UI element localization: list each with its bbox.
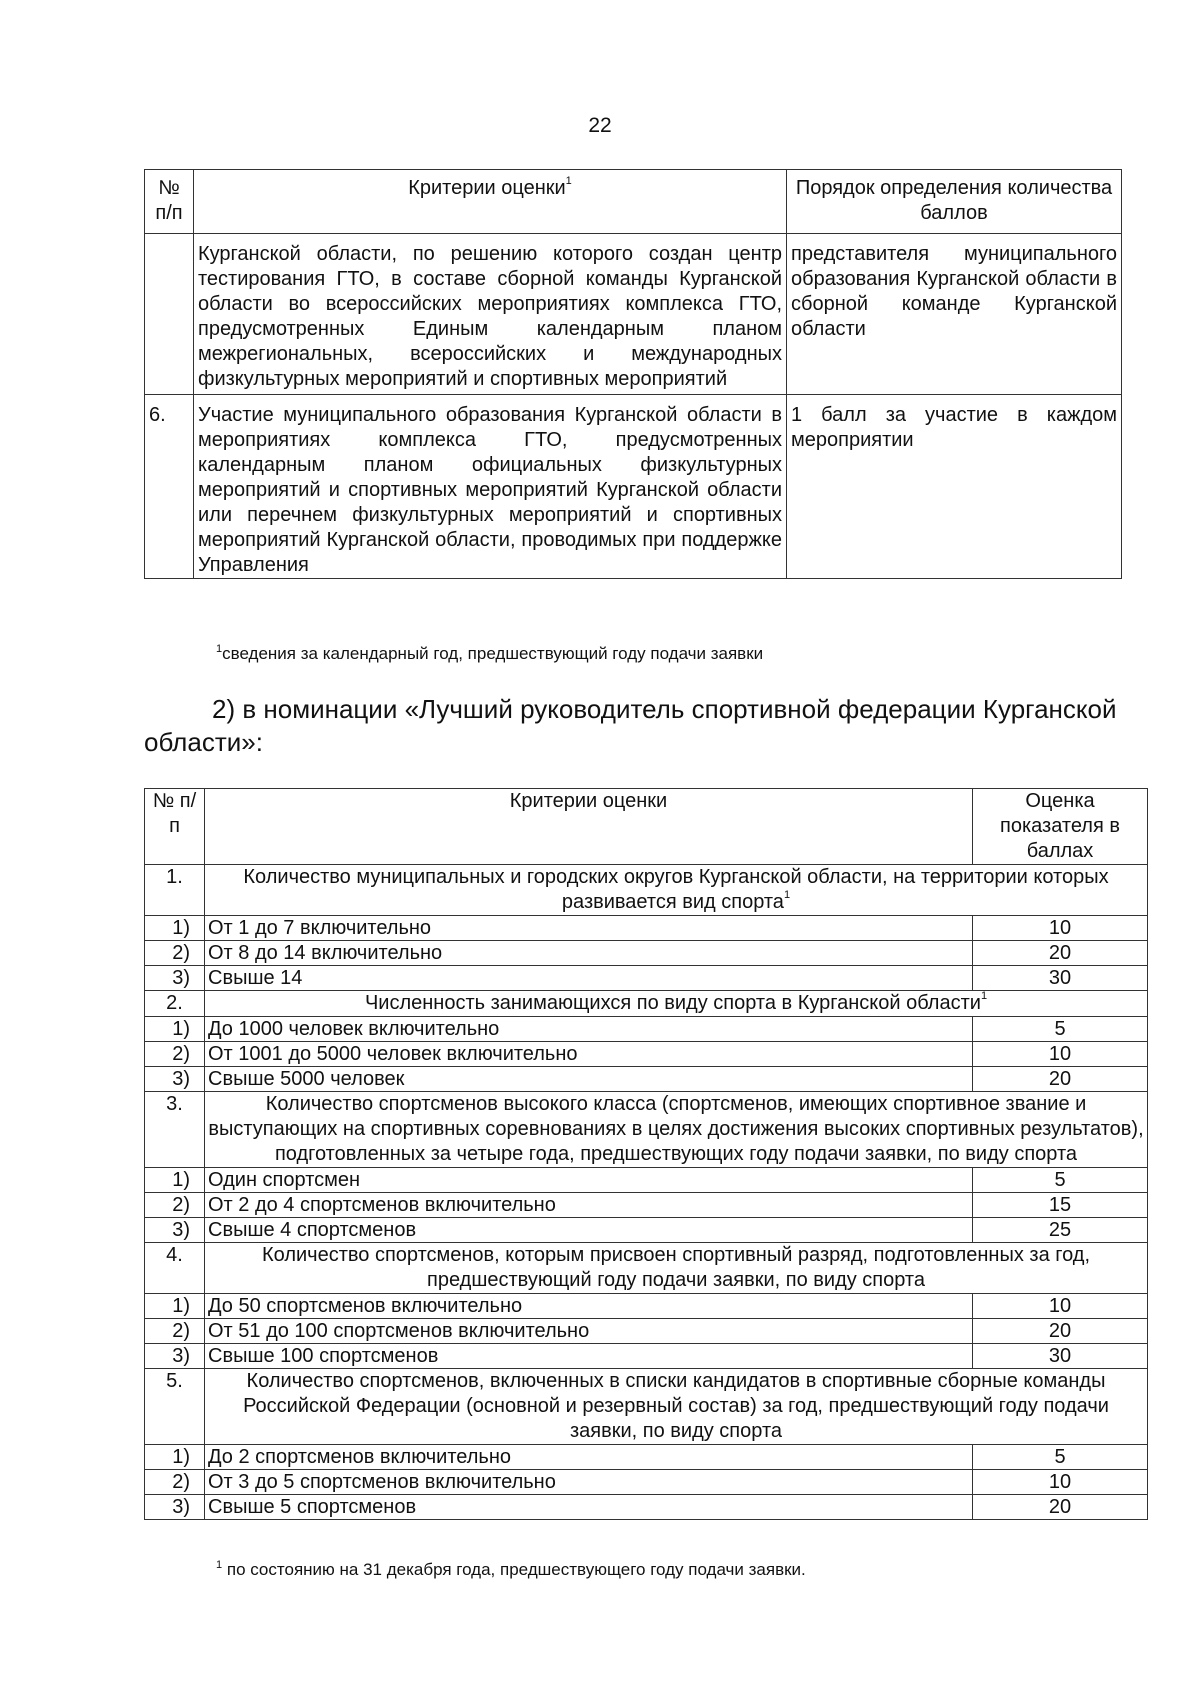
section-title: Количество спортсменов, которым присвоен спортивный разряд, подготовленных за год, предшествующий году подачи заявки, по виду спорта [261,1244,1091,1291]
section-title-cell [205,1092,1148,1168]
item-text: Свыше 4 спортсменов [205,1218,973,1243]
section-title: Количество спортсменов высокого класса (спортсменов, имеющих спортивное звание и выступающих на спортивных соревнованиях в целях достижения высоких спортивных результатов), подготовленных за четыре года, предшествующих году подачи заявки, по виду спорта [208,1093,1144,1165]
table-row [145,1319,1148,1344]
item-num: 1) [145,916,205,941]
item-num: 3) [145,1067,205,1092]
item-num: 1) [145,1445,205,1470]
table-row [145,1218,1148,1243]
item-num: 3) [145,1344,205,1369]
header-criteria-label: Критерии оценки [408,177,566,199]
item-num: 2) [145,1042,205,1067]
section-title-cell [205,1243,1148,1294]
item-num: 2) [145,1319,205,1344]
table-header-row [145,789,1148,865]
row-num [145,234,194,395]
item-score: 5 [973,1445,1148,1470]
section-num: 2. [145,991,205,1017]
section-title: Численность занимающихся по виду спорта в Курганской области [364,992,981,1014]
footnote-mark: 1 [216,643,223,655]
item-num: 2) [145,1470,205,1495]
footnote-1 [216,644,763,664]
item-text: От 2 до 4 спортсменов включительно [205,1193,973,1218]
item-score: 15 [973,1193,1148,1218]
table-row [145,1445,1148,1470]
item-num: 3) [145,1495,205,1520]
item-score: 10 [973,1470,1148,1495]
item-score: 10 [973,916,1148,941]
item-score: 25 [973,1218,1148,1243]
item-text: Свыше 5 спортсменов [205,1495,973,1520]
item-score: 10 [973,1042,1148,1067]
footnote-ref: 1 [980,990,988,1002]
row-criteria: Участие муниципального образования Курганской области в мероприятиях комплекса ГТО, предусмотренных календарным планом официальных физкультурных мероприятий и спортивных мероприятий Курганской области или перечнем физкультурных мероприятий и спортивных мероприятий Курганской области, проводимых при поддержке Управления [194,395,787,579]
header-score: Оценка показателя в баллах [973,789,1148,865]
item-text: Свыше 14 [205,966,973,991]
item-num: 1) [145,1294,205,1319]
section-row [145,1092,1148,1168]
footnote-text: по состоянию на 31 декабря года, предшествующего году подачи заявки. [226,1560,806,1579]
section-num: 1. [145,865,205,916]
table-row [145,941,1148,966]
criteria-table-gto [144,169,1122,579]
table-row [145,395,1122,579]
item-num: 3) [145,966,205,991]
item-text: От 1001 до 5000 человек включительно [205,1042,973,1067]
page-number: 22 [588,114,612,137]
header-criteria [194,170,787,234]
table-row [145,1344,1148,1369]
section-title: Количество муниципальных и городских округов Курганской области, на территории которых развивается вид спорта [243,866,1109,913]
item-num: 1) [145,1168,205,1193]
section-row [145,1369,1148,1445]
item-score: 10 [973,1294,1148,1319]
item-score: 30 [973,1344,1148,1369]
item-num: 2) [145,1193,205,1218]
item-text: От 8 до 14 включительно [205,941,973,966]
section-title-cell [205,1369,1148,1445]
footnote-mark: 1 [216,1559,223,1571]
item-text: До 50 спортсменов включительно [205,1294,973,1319]
table-row [145,916,1148,941]
row-criteria: Курганской области, по решению которого создан центр тестирования ГТО, в составе сборной команды Курганской области во всероссийских мероприятиях комплекса ГТО, предусмотренных Единым календарным планом межрегиональных, всероссийских и международных физкультурных мероприятий и спортивных мероприятий [194,234,787,395]
footnote-2 [216,1560,806,1580]
criteria-table-federation [144,788,1148,1520]
nomination-intro [144,693,1136,759]
header-num: № п/п [145,789,205,865]
table-row [145,966,1148,991]
table-body [145,865,1148,1520]
table-row [145,1042,1148,1067]
footnote-ref: 1 [783,889,791,901]
item-text: От 3 до 5 спортсменов включительно [205,1470,973,1495]
item-score: 20 [973,1067,1148,1092]
item-score: 5 [973,1168,1148,1193]
section-title-cell [205,865,1148,916]
table-header-row [145,170,1122,234]
item-text: Свыше 100 спортсменов [205,1344,973,1369]
section-title-cell [205,991,1148,1017]
nomination-text: 2) в номинации «Лучший руководитель спортивной федерации Курганской области»: [144,694,1117,757]
table-row [145,1193,1148,1218]
item-score: 20 [973,941,1148,966]
header-order: Порядок определения количества баллов [787,170,1122,234]
section-row [145,1243,1148,1294]
item-score: 30 [973,966,1148,991]
item-num: 2) [145,941,205,966]
item-score: 20 [973,1495,1148,1520]
section-row [145,991,1148,1017]
item-text: От 51 до 100 спортсменов включительно [205,1319,973,1344]
table-row [145,1470,1148,1495]
section-num: 5. [145,1369,205,1445]
item-text: До 1000 человек включительно [205,1017,973,1042]
table-row [145,1067,1148,1092]
table-row [145,1495,1148,1520]
section-title: Количество спортсменов, включенных в списки кандидатов в спортивные сборные команды Российской Федерации (основной и резервный состав) за год, предшествующий году подачи заявки, по виду спорта [243,1370,1109,1442]
table-row [145,1017,1148,1042]
item-text: До 2 спортсменов включительно [205,1445,973,1470]
header-criteria: Критерии оценки [205,789,973,865]
section-num: 3. [145,1092,205,1168]
item-text: Свыше 5000 человек [205,1067,973,1092]
row-order: представителя муниципального образования Курганской области в сборной команде Курганской области [787,234,1122,395]
row-order: 1 балл за участие в каждом мероприятии [787,395,1122,579]
table-row [145,234,1122,395]
footnote-text: сведения за календарный год, предшествующий году подачи заявки [222,644,764,663]
item-score: 5 [973,1017,1148,1042]
item-num: 3) [145,1218,205,1243]
item-text: Один спортсмен [205,1168,973,1193]
item-score: 20 [973,1319,1148,1344]
header-num: № п/п [145,170,194,234]
table-row [145,1294,1148,1319]
row-num: 6. [145,395,194,579]
table-row [145,1168,1148,1193]
section-num: 4. [145,1243,205,1294]
section-row [145,865,1148,916]
item-num: 1) [145,1017,205,1042]
footnote-ref: 1 [565,175,572,187]
item-text: От 1 до 7 включительно [205,916,973,941]
